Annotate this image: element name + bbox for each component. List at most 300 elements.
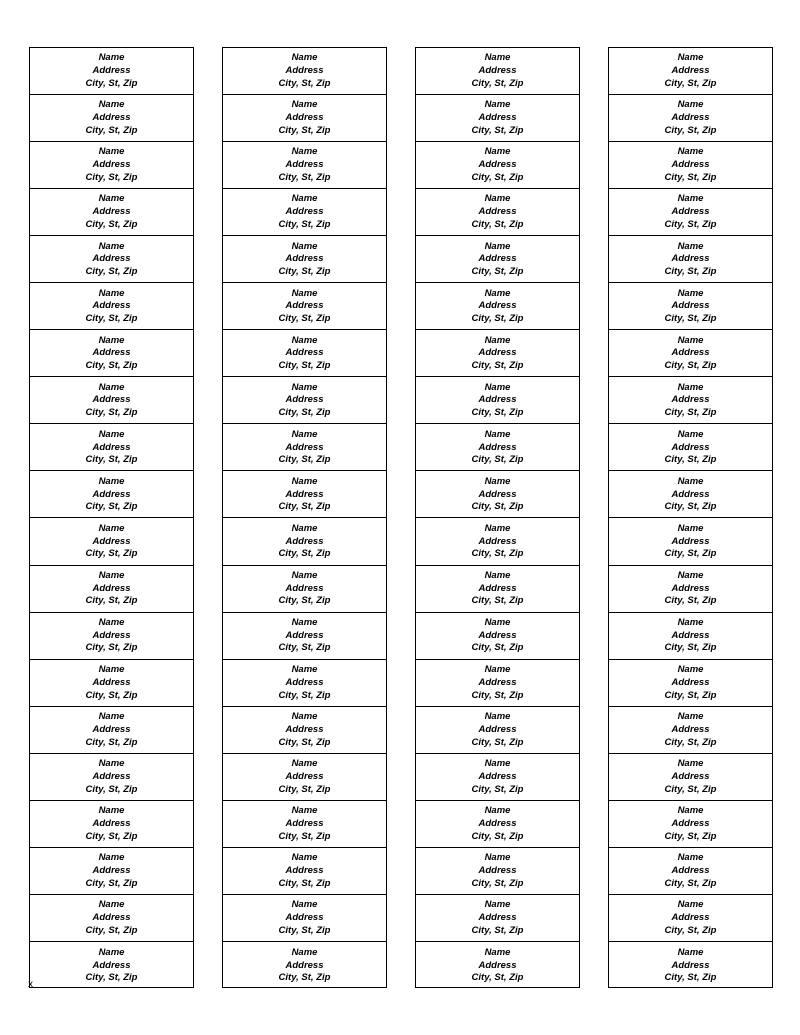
label-city-state-zip: City, St, Zip bbox=[664, 783, 717, 795]
label-address: Address bbox=[671, 723, 710, 735]
label-name: Name bbox=[98, 663, 125, 675]
label-name: Name bbox=[291, 616, 318, 628]
label-city-state-zip: City, St, Zip bbox=[85, 266, 138, 278]
label-name: Name bbox=[291, 193, 318, 205]
address-label bbox=[223, 330, 386, 377]
address-label bbox=[223, 236, 386, 283]
address-label bbox=[223, 660, 386, 707]
label-address: Address bbox=[92, 441, 131, 453]
label-city-state-zip: City, St, Zip bbox=[85, 219, 138, 231]
address-label bbox=[416, 236, 579, 283]
label-address: Address bbox=[671, 347, 710, 359]
label-column-1 bbox=[29, 47, 194, 988]
label-address: Address bbox=[285, 441, 324, 453]
address-label bbox=[609, 471, 772, 518]
label-name: Name bbox=[291, 852, 318, 864]
label-address: Address bbox=[285, 629, 324, 641]
label-city-state-zip: City, St, Zip bbox=[278, 642, 331, 654]
label-name: Name bbox=[484, 569, 511, 581]
label-city-state-zip: City, St, Zip bbox=[664, 830, 717, 842]
label-city-state-zip: City, St, Zip bbox=[664, 77, 717, 89]
label-city-state-zip: City, St, Zip bbox=[85, 454, 138, 466]
label-address: Address bbox=[285, 676, 324, 688]
label-name: Name bbox=[98, 52, 125, 64]
address-label bbox=[30, 283, 193, 330]
label-name: Name bbox=[291, 569, 318, 581]
label-address: Address bbox=[671, 629, 710, 641]
address-label bbox=[609, 48, 772, 95]
label-address: Address bbox=[478, 488, 517, 500]
address-label bbox=[30, 518, 193, 565]
label-city-state-zip: City, St, Zip bbox=[471, 501, 524, 513]
label-city-state-zip: City, St, Zip bbox=[278, 689, 331, 701]
address-label bbox=[416, 707, 579, 754]
address-label bbox=[609, 942, 772, 989]
label-address: Address bbox=[478, 65, 517, 77]
label-name: Name bbox=[98, 99, 125, 111]
label-address: Address bbox=[478, 300, 517, 312]
label-name: Name bbox=[98, 946, 125, 958]
label-name: Name bbox=[677, 334, 704, 346]
label-address: Address bbox=[671, 65, 710, 77]
label-city-state-zip: City, St, Zip bbox=[471, 313, 524, 325]
label-address: Address bbox=[285, 112, 324, 124]
label-address: Address bbox=[671, 300, 710, 312]
label-address: Address bbox=[478, 347, 517, 359]
address-label bbox=[609, 377, 772, 424]
label-address: Address bbox=[92, 253, 131, 265]
label-address: Address bbox=[671, 159, 710, 171]
label-city-state-zip: City, St, Zip bbox=[85, 407, 138, 419]
address-label bbox=[416, 377, 579, 424]
label-address: Address bbox=[285, 159, 324, 171]
label-city-state-zip: City, St, Zip bbox=[471, 877, 524, 889]
label-name: Name bbox=[98, 240, 125, 252]
label-city-state-zip: City, St, Zip bbox=[664, 172, 717, 184]
label-name: Name bbox=[291, 946, 318, 958]
label-column-2 bbox=[222, 47, 387, 988]
label-city-state-zip: City, St, Zip bbox=[471, 924, 524, 936]
label-name: Name bbox=[291, 334, 318, 346]
address-label bbox=[30, 48, 193, 95]
label-city-state-zip: City, St, Zip bbox=[664, 407, 717, 419]
address-label bbox=[30, 189, 193, 236]
label-name: Name bbox=[291, 428, 318, 440]
label-city-state-zip: City, St, Zip bbox=[278, 924, 331, 936]
label-address: Address bbox=[285, 253, 324, 265]
address-label bbox=[609, 518, 772, 565]
label-city-state-zip: City, St, Zip bbox=[85, 783, 138, 795]
label-address: Address bbox=[478, 911, 517, 923]
label-city-state-zip: City, St, Zip bbox=[278, 877, 331, 889]
label-city-state-zip: City, St, Zip bbox=[278, 266, 331, 278]
address-label bbox=[416, 801, 579, 848]
label-name: Name bbox=[98, 710, 125, 722]
label-address: Address bbox=[92, 959, 131, 971]
label-name: Name bbox=[291, 805, 318, 817]
label-name: Name bbox=[291, 663, 318, 675]
address-label bbox=[416, 283, 579, 330]
label-name: Name bbox=[98, 428, 125, 440]
label-address: Address bbox=[92, 864, 131, 876]
label-address: Address bbox=[285, 65, 324, 77]
label-city-state-zip: City, St, Zip bbox=[85, 77, 138, 89]
label-city-state-zip: City, St, Zip bbox=[278, 407, 331, 419]
label-city-state-zip: City, St, Zip bbox=[278, 548, 331, 560]
label-name: Name bbox=[291, 52, 318, 64]
label-city-state-zip: City, St, Zip bbox=[664, 219, 717, 231]
address-label bbox=[30, 801, 193, 848]
address-label bbox=[416, 518, 579, 565]
label-city-state-zip: City, St, Zip bbox=[471, 595, 524, 607]
label-city-state-zip: City, St, Zip bbox=[85, 877, 138, 889]
address-label bbox=[30, 942, 193, 989]
label-city-state-zip: City, St, Zip bbox=[664, 124, 717, 136]
address-label bbox=[609, 142, 772, 189]
address-label bbox=[609, 236, 772, 283]
label-name: Name bbox=[677, 193, 704, 205]
address-label bbox=[223, 754, 386, 801]
label-name: Name bbox=[98, 475, 125, 487]
address-label bbox=[30, 707, 193, 754]
label-address: Address bbox=[285, 770, 324, 782]
label-column-3 bbox=[415, 47, 580, 988]
label-city-state-zip: City, St, Zip bbox=[85, 924, 138, 936]
address-label bbox=[223, 848, 386, 895]
label-address: Address bbox=[671, 770, 710, 782]
label-name: Name bbox=[677, 240, 704, 252]
label-address: Address bbox=[92, 206, 131, 218]
label-address: Address bbox=[478, 817, 517, 829]
label-address: Address bbox=[92, 394, 131, 406]
address-label bbox=[30, 95, 193, 142]
label-city-state-zip: City, St, Zip bbox=[278, 124, 331, 136]
address-label bbox=[223, 189, 386, 236]
label-name: Name bbox=[677, 899, 704, 911]
label-address: Address bbox=[478, 770, 517, 782]
label-name: Name bbox=[291, 99, 318, 111]
label-name: Name bbox=[677, 475, 704, 487]
address-label bbox=[609, 801, 772, 848]
label-address: Address bbox=[285, 535, 324, 547]
address-label bbox=[416, 142, 579, 189]
address-label bbox=[30, 660, 193, 707]
label-city-state-zip: City, St, Zip bbox=[278, 219, 331, 231]
label-city-state-zip: City, St, Zip bbox=[664, 501, 717, 513]
label-name: Name bbox=[484, 805, 511, 817]
label-name: Name bbox=[98, 852, 125, 864]
label-city-state-zip: City, St, Zip bbox=[85, 501, 138, 513]
label-name: Name bbox=[677, 287, 704, 299]
label-city-state-zip: City, St, Zip bbox=[278, 783, 331, 795]
label-name: Name bbox=[291, 758, 318, 770]
address-label bbox=[609, 660, 772, 707]
label-address: Address bbox=[478, 535, 517, 547]
label-city-state-zip: City, St, Zip bbox=[85, 124, 138, 136]
label-city-state-zip: City, St, Zip bbox=[85, 972, 138, 984]
address-label bbox=[223, 377, 386, 424]
label-name: Name bbox=[484, 287, 511, 299]
label-city-state-zip: City, St, Zip bbox=[278, 595, 331, 607]
label-name: Name bbox=[484, 52, 511, 64]
address-label bbox=[416, 895, 579, 942]
label-name: Name bbox=[291, 240, 318, 252]
label-address: Address bbox=[92, 770, 131, 782]
label-address: Address bbox=[92, 300, 131, 312]
label-city-state-zip: City, St, Zip bbox=[85, 642, 138, 654]
address-label bbox=[416, 660, 579, 707]
label-name: Name bbox=[677, 663, 704, 675]
address-label bbox=[30, 377, 193, 424]
label-city-state-zip: City, St, Zip bbox=[278, 313, 331, 325]
address-label bbox=[609, 424, 772, 471]
label-name: Name bbox=[484, 616, 511, 628]
address-label bbox=[30, 848, 193, 895]
address-label bbox=[609, 848, 772, 895]
label-name: Name bbox=[484, 475, 511, 487]
address-label bbox=[609, 707, 772, 754]
label-city-state-zip: City, St, Zip bbox=[471, 830, 524, 842]
label-address: Address bbox=[671, 864, 710, 876]
label-name: Name bbox=[677, 758, 704, 770]
label-address: Address bbox=[478, 864, 517, 876]
address-label bbox=[223, 518, 386, 565]
label-city-state-zip: City, St, Zip bbox=[278, 972, 331, 984]
label-name: Name bbox=[677, 852, 704, 864]
label-city-state-zip: City, St, Zip bbox=[471, 783, 524, 795]
label-address: Address bbox=[478, 159, 517, 171]
label-city-state-zip: City, St, Zip bbox=[471, 736, 524, 748]
label-city-state-zip: City, St, Zip bbox=[85, 830, 138, 842]
label-name: Name bbox=[677, 569, 704, 581]
label-city-state-zip: City, St, Zip bbox=[471, 266, 524, 278]
label-city-state-zip: City, St, Zip bbox=[471, 454, 524, 466]
address-label bbox=[223, 424, 386, 471]
address-label bbox=[223, 613, 386, 660]
address-label bbox=[223, 707, 386, 754]
label-city-state-zip: City, St, Zip bbox=[664, 595, 717, 607]
label-name: Name bbox=[291, 287, 318, 299]
label-address: Address bbox=[671, 112, 710, 124]
label-city-state-zip: City, St, Zip bbox=[471, 642, 524, 654]
label-name: Name bbox=[98, 334, 125, 346]
address-label bbox=[30, 330, 193, 377]
label-address: Address bbox=[92, 112, 131, 124]
label-address: Address bbox=[671, 817, 710, 829]
label-address: Address bbox=[671, 206, 710, 218]
address-label bbox=[223, 801, 386, 848]
label-address: Address bbox=[92, 65, 131, 77]
address-label bbox=[416, 95, 579, 142]
label-name: Name bbox=[98, 193, 125, 205]
label-name: Name bbox=[484, 522, 511, 534]
label-city-state-zip: City, St, Zip bbox=[471, 219, 524, 231]
address-label bbox=[609, 895, 772, 942]
label-name: Name bbox=[291, 146, 318, 158]
label-address: Address bbox=[478, 959, 517, 971]
label-address: Address bbox=[478, 723, 517, 735]
label-name: Name bbox=[677, 146, 704, 158]
label-city-state-zip: City, St, Zip bbox=[471, 689, 524, 701]
label-city-state-zip: City, St, Zip bbox=[278, 454, 331, 466]
label-address: Address bbox=[285, 723, 324, 735]
label-address: Address bbox=[671, 253, 710, 265]
label-name: Name bbox=[484, 193, 511, 205]
label-city-state-zip: City, St, Zip bbox=[85, 313, 138, 325]
label-address: Address bbox=[92, 535, 131, 547]
label-name: Name bbox=[291, 381, 318, 393]
label-name: Name bbox=[484, 710, 511, 722]
label-city-state-zip: City, St, Zip bbox=[471, 972, 524, 984]
address-label bbox=[223, 895, 386, 942]
label-address: Address bbox=[478, 629, 517, 641]
corner-mark: x bbox=[28, 979, 33, 990]
label-name: Name bbox=[291, 899, 318, 911]
label-name: Name bbox=[484, 946, 511, 958]
label-name: Name bbox=[677, 52, 704, 64]
address-label bbox=[609, 613, 772, 660]
label-name: Name bbox=[484, 428, 511, 440]
label-address: Address bbox=[285, 864, 324, 876]
label-address: Address bbox=[478, 394, 517, 406]
label-name: Name bbox=[291, 475, 318, 487]
label-name: Name bbox=[677, 805, 704, 817]
address-label bbox=[30, 566, 193, 613]
label-address: Address bbox=[285, 300, 324, 312]
address-label bbox=[223, 566, 386, 613]
label-address: Address bbox=[285, 817, 324, 829]
label-city-state-zip: City, St, Zip bbox=[664, 548, 717, 560]
label-city-state-zip: City, St, Zip bbox=[85, 172, 138, 184]
label-name: Name bbox=[484, 99, 511, 111]
label-address: Address bbox=[478, 676, 517, 688]
label-name: Name bbox=[291, 522, 318, 534]
label-name: Name bbox=[291, 710, 318, 722]
label-city-state-zip: City, St, Zip bbox=[471, 124, 524, 136]
address-label bbox=[609, 95, 772, 142]
label-city-state-zip: City, St, Zip bbox=[278, 736, 331, 748]
label-address: Address bbox=[285, 394, 324, 406]
label-address: Address bbox=[671, 394, 710, 406]
address-label bbox=[30, 754, 193, 801]
address-label bbox=[223, 48, 386, 95]
label-address: Address bbox=[671, 676, 710, 688]
label-address: Address bbox=[285, 582, 324, 594]
label-city-state-zip: City, St, Zip bbox=[664, 642, 717, 654]
label-city-state-zip: City, St, Zip bbox=[278, 77, 331, 89]
label-city-state-zip: City, St, Zip bbox=[664, 266, 717, 278]
label-city-state-zip: City, St, Zip bbox=[278, 501, 331, 513]
label-address: Address bbox=[671, 441, 710, 453]
label-address: Address bbox=[92, 817, 131, 829]
label-address: Address bbox=[671, 582, 710, 594]
label-address: Address bbox=[478, 112, 517, 124]
label-city-state-zip: City, St, Zip bbox=[85, 595, 138, 607]
address-label bbox=[416, 613, 579, 660]
label-city-state-zip: City, St, Zip bbox=[85, 736, 138, 748]
label-address: Address bbox=[92, 723, 131, 735]
label-address: Address bbox=[92, 582, 131, 594]
label-city-state-zip: City, St, Zip bbox=[471, 77, 524, 89]
label-city-state-zip: City, St, Zip bbox=[85, 689, 138, 701]
label-name: Name bbox=[98, 146, 125, 158]
address-label bbox=[223, 95, 386, 142]
address-label bbox=[30, 895, 193, 942]
label-name: Name bbox=[484, 899, 511, 911]
label-column-4 bbox=[608, 47, 773, 988]
label-name: Name bbox=[98, 899, 125, 911]
label-name: Name bbox=[677, 428, 704, 440]
label-name: Name bbox=[98, 381, 125, 393]
label-city-state-zip: City, St, Zip bbox=[278, 830, 331, 842]
label-city-state-zip: City, St, Zip bbox=[664, 736, 717, 748]
label-name: Name bbox=[98, 522, 125, 534]
label-name: Name bbox=[677, 522, 704, 534]
address-label bbox=[30, 236, 193, 283]
address-label bbox=[609, 189, 772, 236]
label-name: Name bbox=[98, 569, 125, 581]
address-label bbox=[609, 330, 772, 377]
label-address: Address bbox=[478, 582, 517, 594]
label-name: Name bbox=[484, 852, 511, 864]
address-label bbox=[223, 942, 386, 989]
address-label bbox=[30, 613, 193, 660]
address-label bbox=[416, 424, 579, 471]
label-address: Address bbox=[92, 159, 131, 171]
label-name: Name bbox=[484, 240, 511, 252]
address-label bbox=[609, 566, 772, 613]
address-label bbox=[416, 848, 579, 895]
label-name: Name bbox=[677, 616, 704, 628]
label-name: Name bbox=[677, 381, 704, 393]
label-address: Address bbox=[285, 206, 324, 218]
address-label bbox=[416, 566, 579, 613]
label-city-state-zip: City, St, Zip bbox=[278, 172, 331, 184]
label-city-state-zip: City, St, Zip bbox=[664, 972, 717, 984]
label-city-state-zip: City, St, Zip bbox=[85, 548, 138, 560]
label-city-state-zip: City, St, Zip bbox=[664, 924, 717, 936]
address-label bbox=[609, 283, 772, 330]
label-city-state-zip: City, St, Zip bbox=[664, 454, 717, 466]
address-label bbox=[416, 48, 579, 95]
label-address: Address bbox=[478, 441, 517, 453]
label-city-state-zip: City, St, Zip bbox=[471, 172, 524, 184]
label-city-state-zip: City, St, Zip bbox=[278, 360, 331, 372]
label-address: Address bbox=[671, 535, 710, 547]
address-label bbox=[609, 754, 772, 801]
label-name: Name bbox=[677, 710, 704, 722]
address-label bbox=[416, 754, 579, 801]
label-name: Name bbox=[484, 663, 511, 675]
label-name: Name bbox=[98, 805, 125, 817]
label-address: Address bbox=[92, 629, 131, 641]
label-name: Name bbox=[98, 287, 125, 299]
address-label bbox=[416, 942, 579, 989]
label-name: Name bbox=[484, 146, 511, 158]
address-label bbox=[30, 471, 193, 518]
label-city-state-zip: City, St, Zip bbox=[471, 548, 524, 560]
address-label bbox=[416, 471, 579, 518]
label-name: Name bbox=[677, 99, 704, 111]
label-city-state-zip: City, St, Zip bbox=[471, 407, 524, 419]
address-label bbox=[30, 424, 193, 471]
label-name: Name bbox=[484, 381, 511, 393]
label-city-state-zip: City, St, Zip bbox=[664, 360, 717, 372]
address-label bbox=[30, 142, 193, 189]
label-city-state-zip: City, St, Zip bbox=[664, 689, 717, 701]
address-label bbox=[223, 142, 386, 189]
label-address: Address bbox=[671, 911, 710, 923]
